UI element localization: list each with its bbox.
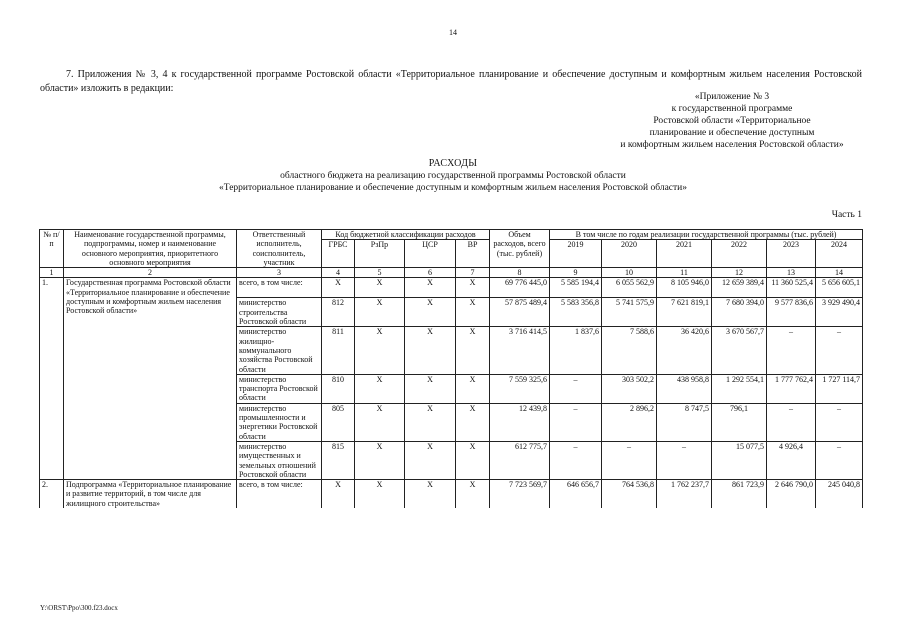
year-cell: 764 536,8 bbox=[602, 480, 657, 508]
year-cell: 5 741 575,9 bbox=[602, 298, 657, 327]
year-cell: – bbox=[550, 403, 602, 441]
executor-cell: министерство транспорта Ростовской области bbox=[237, 374, 322, 403]
header-grbs: ГРБС bbox=[322, 240, 355, 268]
table-row bbox=[40, 480, 863, 508]
column-index: 4 bbox=[322, 268, 355, 278]
header-years-group: В том числе по годам реализации государственной программы (тыс. рублей) bbox=[550, 230, 863, 240]
annex-header bbox=[602, 91, 862, 151]
total-cell: 612 775,7 bbox=[490, 441, 550, 479]
column-index: 5 bbox=[355, 268, 405, 278]
header-name: Наименование государственной программы, подпрограммы, номер и наименование основного мероприятия, приоритетного основного мероприятия bbox=[64, 230, 237, 268]
year-cell: 245 040,8 bbox=[816, 480, 863, 508]
year-cell: 1 292 554,1 bbox=[712, 374, 767, 403]
header-csr: ЦСР bbox=[405, 240, 456, 268]
year-cell: 2 896,2 bbox=[602, 403, 657, 441]
csr-cell: Х bbox=[405, 298, 456, 327]
year-cell: 9 577 836,6 bbox=[767, 298, 816, 327]
table-row bbox=[40, 278, 863, 298]
year-cell: 3 929 490,4 bbox=[816, 298, 863, 327]
year-cell: – bbox=[767, 403, 816, 441]
year-cell: 7 588,6 bbox=[602, 327, 657, 374]
vr-cell: Х bbox=[456, 278, 490, 298]
total-cell: 7 559 325,6 bbox=[490, 374, 550, 403]
column-index: 1 bbox=[40, 268, 64, 278]
year-cell: 1 727 114,7 bbox=[816, 374, 863, 403]
header-year: 2024 bbox=[816, 240, 863, 268]
year-cell: 4 926,4 bbox=[767, 441, 816, 479]
year-cell: 5 656 605,1 bbox=[816, 278, 863, 298]
grbs-cell: Х bbox=[322, 278, 355, 298]
year-cell: – bbox=[816, 441, 863, 479]
year-cell: 6 055 562,9 bbox=[602, 278, 657, 298]
rzpr-cell: Х bbox=[355, 327, 405, 374]
vr-cell: Х bbox=[456, 441, 490, 479]
intro-text: 7. Приложения № 3, 4 к государственной программе Ростовской области «Территориальное планирование и обеспечение доступным и комфортным жильем населения Ростовской области» изложить в редакции: bbox=[40, 69, 862, 94]
year-cell: 11 360 525,4 bbox=[767, 278, 816, 298]
executor-cell: министерство промышленности и энергетики Ростовской области bbox=[237, 403, 322, 441]
program-name: Государственная программа Ростовской области «Территориальное планирование и обеспечение доступным и комфортным жильем населения Ростовской области» bbox=[64, 278, 237, 480]
executor-cell: всего, в том числе: bbox=[237, 278, 322, 298]
year-cell: 8 747,5 bbox=[657, 403, 712, 441]
grbs-cell: 812 bbox=[322, 298, 355, 327]
column-index: 7 bbox=[456, 268, 490, 278]
year-cell: – bbox=[550, 374, 602, 403]
year-cell: 12 659 389,4 bbox=[712, 278, 767, 298]
year-cell: – bbox=[550, 441, 602, 479]
grbs-cell: 811 bbox=[322, 327, 355, 374]
csr-cell: Х bbox=[405, 441, 456, 479]
total-cell: 7 723 569,7 bbox=[490, 480, 550, 508]
expenses-table bbox=[39, 229, 863, 508]
column-index: 3 bbox=[237, 268, 322, 278]
annex-line: Ростовской области «Территориальное bbox=[653, 116, 811, 126]
grbs-cell: 810 bbox=[322, 374, 355, 403]
rzpr-cell: Х bbox=[355, 480, 405, 508]
year-cell: 438 958,8 bbox=[657, 374, 712, 403]
column-index: 14 bbox=[816, 268, 863, 278]
annex-line: и комфортным жильем населения Ростовской области» bbox=[620, 140, 844, 150]
grbs-cell: 815 bbox=[322, 441, 355, 479]
vr-cell: Х bbox=[456, 327, 490, 374]
year-cell: 1 762 237,7 bbox=[657, 480, 712, 508]
header-executor: Ответственный исполнитель, соисполнитель, участник bbox=[237, 230, 322, 268]
year-cell: 5 583 356,8 bbox=[550, 298, 602, 327]
total-cell: 69 776 445,0 bbox=[490, 278, 550, 298]
part-label: Часть 1 bbox=[831, 210, 862, 220]
year-cell: 7 680 394,0 bbox=[712, 298, 767, 327]
rzpr-cell: Х bbox=[355, 374, 405, 403]
annex-line: «Приложение № 3 bbox=[694, 92, 770, 102]
executor-cell: министерство строительства Ростовской области bbox=[237, 298, 322, 327]
rzpr-cell: Х bbox=[355, 298, 405, 327]
column-index: 2 bbox=[64, 268, 237, 278]
annex-line: планирование и обеспечение доступным bbox=[649, 128, 815, 138]
vr-cell: Х bbox=[456, 480, 490, 508]
year-cell: 1 837,6 bbox=[550, 327, 602, 374]
header-volume: Объем расходов, всего (тыс. рублей) bbox=[490, 230, 550, 268]
executor-cell: министерство жилищно-коммунального хозяйства Ростовской области bbox=[237, 327, 322, 374]
column-index: 8 bbox=[490, 268, 550, 278]
year-cell: – bbox=[657, 441, 712, 479]
total-cell: 3 716 414,5 bbox=[490, 327, 550, 374]
csr-cell: Х bbox=[405, 374, 456, 403]
header-rzpr: РзПр bbox=[355, 240, 405, 268]
header-year: 2021 bbox=[657, 240, 712, 268]
row-num: 1. bbox=[40, 278, 64, 480]
vr-cell: Х bbox=[456, 298, 490, 327]
executor-cell: министерство имущественных и земельных отношений Ростовской области bbox=[237, 441, 322, 479]
column-index-row bbox=[40, 268, 863, 278]
header-year: 2020 bbox=[602, 240, 657, 268]
document-title: РАСХОДЫ bbox=[428, 158, 478, 169]
csr-cell: Х bbox=[405, 403, 456, 441]
document-subtitle-line: областного бюджета на реализацию государственной программы Ростовской области bbox=[280, 171, 626, 181]
year-cell: 796,1 bbox=[712, 403, 767, 441]
page-number: 14 bbox=[449, 28, 457, 37]
total-cell: 57 875 489,4 bbox=[490, 298, 550, 327]
year-cell: 1 777 762,4 bbox=[767, 374, 816, 403]
grbs-cell: Х bbox=[322, 480, 355, 508]
column-index: 10 bbox=[602, 268, 657, 278]
year-cell: – bbox=[767, 327, 816, 374]
column-index: 6 bbox=[405, 268, 456, 278]
csr-cell: Х bbox=[405, 327, 456, 374]
document-subtitle-line: «Территориальное планирование и обеспечение доступным и комфортным жильем населения Ростовской области» bbox=[219, 183, 687, 193]
program-name: Подпрограмма «Территориальное планирование и развитие территорий, в том числе для жилищного строительства» bbox=[64, 480, 237, 508]
year-cell: 3 670 567,7 bbox=[712, 327, 767, 374]
rzpr-cell: Х bbox=[355, 441, 405, 479]
header-year: 2023 bbox=[767, 240, 816, 268]
column-index: 9 bbox=[550, 268, 602, 278]
year-cell: 8 105 946,0 bbox=[657, 278, 712, 298]
header-num: № п/п bbox=[40, 230, 64, 268]
year-cell: – bbox=[816, 403, 863, 441]
header-year: 2019 bbox=[550, 240, 602, 268]
row-num: 2. bbox=[40, 480, 64, 508]
column-index: 13 bbox=[767, 268, 816, 278]
header-vr: ВР bbox=[456, 240, 490, 268]
year-cell: 7 621 819,1 bbox=[657, 298, 712, 327]
column-index: 12 bbox=[712, 268, 767, 278]
footer-file-path: Y:\ORST\Ppo\300.f23.docx bbox=[40, 604, 118, 612]
csr-cell: Х bbox=[405, 480, 456, 508]
year-cell: – bbox=[602, 441, 657, 479]
rzpr-cell: Х bbox=[355, 403, 405, 441]
year-cell: 15 077,5 bbox=[712, 441, 767, 479]
year-cell: 303 502,2 bbox=[602, 374, 657, 403]
year-cell: 2 646 790,0 bbox=[767, 480, 816, 508]
year-cell: – bbox=[816, 327, 863, 374]
vr-cell: Х bbox=[456, 403, 490, 441]
csr-cell: Х bbox=[405, 278, 456, 298]
year-cell: 36 420,6 bbox=[657, 327, 712, 374]
annex-line: к государственной программе bbox=[671, 104, 793, 114]
year-cell: 861 723,9 bbox=[712, 480, 767, 508]
executor-cell: всего, в том числе: bbox=[237, 480, 322, 508]
year-cell: 646 656,7 bbox=[550, 480, 602, 508]
column-index: 11 bbox=[657, 268, 712, 278]
header-code-group: Код бюджетной классификации расходов bbox=[322, 230, 490, 240]
total-cell: 12 439,8 bbox=[490, 403, 550, 441]
year-cell: 5 585 194,4 bbox=[550, 278, 602, 298]
rzpr-cell: Х bbox=[355, 278, 405, 298]
header-year: 2022 bbox=[712, 240, 767, 268]
document-title-block bbox=[0, 158, 906, 194]
vr-cell: Х bbox=[456, 374, 490, 403]
grbs-cell: 805 bbox=[322, 403, 355, 441]
